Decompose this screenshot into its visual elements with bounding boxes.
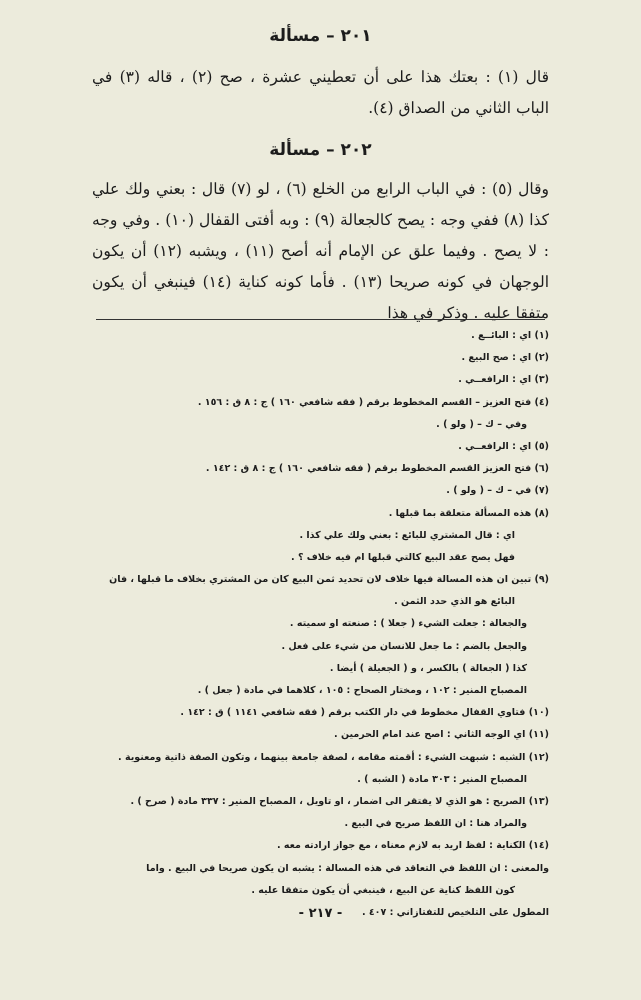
footnote-6: (٦) فتح العزيز القسم المخطوط برقم ( فقه شافعي ١٦٠ ) ج : ٨ ق : ١٤٢ .	[205, 463, 549, 475]
footnote-14: (١٤) الكناية : لفظ اريد به لازم معناه ، مع جواز ارادته معه .	[276, 840, 549, 852]
footnote-13-cont: والمراد هنا : ان اللفظ صريح في البيع .	[344, 818, 527, 830]
footnote-14-cont: المطول على التلخيص للتفتازاني : ٤٠٧ .	[361, 906, 549, 918]
footnote-13: (١٣) الصريح : هو الذي لا يفتقر الى اضمار ، او تاويل ، المصباح المنير : ٣٣٧ مادة ( صرح ) .	[130, 795, 549, 807]
footnote-4: (٤) فتح العزيز – القسم المخطوط برقم ( فقه شافعي ١٦٠ ) ج : ٨ ق : ١٥٦ .	[197, 396, 549, 408]
footnote-9: (٩) تبين ان هذه المسالة فيها خلاف لان تحديد ثمن البيع كان من المشتري بخلاف ما قبلها ، فان	[109, 574, 549, 586]
footnote-11: (١١) اي الوجه الثاني : اصح عند امام الحرمين .	[334, 729, 549, 741]
footnote-9-cont: كذا ( الجعالة ) بالكسر ، و ( الجعيلة ) أيضا .	[329, 662, 527, 674]
footnote-4-cont: وفي – ك – ( ولو ) .	[436, 418, 527, 430]
footnote-1: (١) اي : البائــع .	[471, 330, 549, 341]
footnote-2: (٢) اي : صح البيع .	[461, 352, 549, 364]
footnotes	[92, 325, 549, 924]
footnote-3: (٣) اي : الرافعــي .	[458, 374, 549, 386]
footnote-8: (٨) هذه المسألة متعلقة بما قبلها .	[388, 507, 549, 519]
issue-202-heading: ٢٠٢ – مسألة	[269, 140, 372, 160]
footnote-separator	[96, 319, 545, 320]
footnote-5: (٥) اي : الرافعــي .	[458, 440, 549, 452]
footnote-9-cont: والجعالة : جعلت الشيء ( جعلا ) : صنعته او سميته .	[289, 618, 527, 630]
footnote-9-cont: والجعل بالضم : ما جعل للانسان من شيء على فعل .	[281, 640, 527, 652]
footnote-12: (١٢) الشبه : شبهت الشيء : أقمته مقامه ، لصفة جامعة بينهما ، وتكون الصفة ذاتية ومعنوية .	[118, 751, 549, 763]
issue-201-text: قال (١) : بعتك هذا على أن تعطيني عشرة ، صح (٢) ، قاله (٣) في الباب الثاني من الصداق (٤).	[92, 68, 550, 117]
footnote-14-cont: والمعنى : ان اللفظ في التعاقد في هذه المسالة : يشبه ان يكون صريحا في البيع . واما	[146, 862, 549, 874]
footnote-10: (١٠) فتاوي القفال مخطوط في دار الكتب برقم ( فقه شافعي ١١٤١ ) ق : ١٤٢ .	[180, 707, 549, 719]
footnote-8-cont: فهل يصح عقد البيع كالتي قبلها ام فيه خلاف ؟ .	[291, 551, 515, 563]
footnote-8-cont: اي : قال المشتري للبائع : بعني ولك علي كذا .	[299, 529, 515, 541]
issue-202-text: وقال (٥) : في الباب الرابع من الخلع (٦) ، لو (٧) قال : بعني ولك علي كذا (٨) ففي وجه : يصح كالجعالة (٩) : وبه أفتى القفال (١٠) . وفي وجه : لا يصح . وفيما علق عن الإمام أنه أصح (١١) ، ويشبه (١٢) أن يكون الوجهان في كونه صريحا (١٣) . فأما كونه كناية (١٤) فينبغي أن يكون متفقا عليه . وذكر في هذا	[92, 180, 550, 322]
page-number: - ٢١٧ -	[298, 906, 343, 921]
issue-201-heading: ٢٠١ – مسألة	[269, 26, 372, 46]
footnote-12-cont: المصباح المنير : ٣٠٣ مادة ( الشبه ) .	[357, 773, 527, 785]
footnote-14-cont: كون اللفظ كناية عن البيع ، فينبغي أن يكون متفقا عليه .	[251, 884, 515, 896]
footnote-9-cont: البائع هو الذي حدد الثمن .	[394, 596, 515, 608]
footnote-7: (٧) في – ك – ( ولو ) .	[446, 485, 549, 497]
footnote-9-cont: المصباح المنير : ١٠٢ ، ومختار الصحاح : ١٠٥ ، كلاهما في مادة ( جعل ) .	[197, 685, 527, 696]
